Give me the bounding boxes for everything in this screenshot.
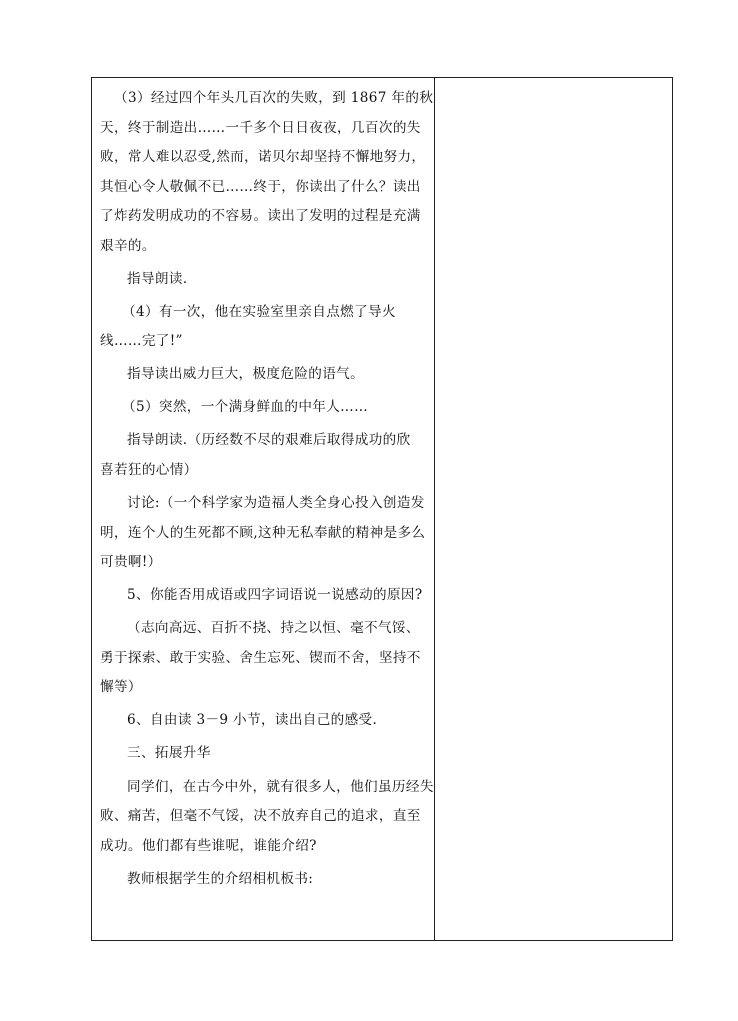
text-line: 指导朗读.（历经数不尽的艰难后取得成功的欣 bbox=[127, 432, 411, 449]
text-line: （5）突然，一个满身鲜血的中年人…… bbox=[122, 399, 369, 416]
text-line: 懈等） bbox=[100, 679, 142, 696]
text-line: （志向高远、百折不挠、持之以恒、毫不气馁、 bbox=[127, 620, 420, 637]
lesson-text-cell bbox=[100, 84, 434, 894]
text-line: （3）经过四个年头几百次的失败，到 1867 年的秋 bbox=[114, 90, 434, 106]
text-line: 5、你能否用成语或四字词语说一说感动的原因? bbox=[127, 587, 423, 604]
text-line: 了炸药发明成功的不容易。读出了发明的过程是充满 bbox=[100, 208, 421, 224]
text-line: 喜若狂的心情） bbox=[100, 461, 198, 478]
text-line: 教师根据学生的介绍相机板书: bbox=[127, 870, 314, 887]
table-column-divider bbox=[434, 77, 435, 941]
text-line: 天，终于制造出……一千多个日日夜夜，几百次的失 bbox=[100, 119, 421, 136]
text-line: 败，常人难以忍受,然而，诺贝尔却坚持不懈地努力， bbox=[100, 149, 426, 165]
text-line: 败、痛苦，但毫不气馁，决不放弃自己的追求，直至 bbox=[100, 808, 421, 825]
text-line: 指导朗读. bbox=[127, 270, 188, 287]
text-line: 指导读出威力巨大，极度危险的语气。 bbox=[127, 366, 365, 383]
text-line: 同学们，在古今中外，就有很多人，他们虽历经失 bbox=[127, 778, 434, 795]
text-line: 三、拓展升华 bbox=[127, 745, 211, 762]
text-line: 可贵啊!） bbox=[100, 554, 162, 571]
text-line: 线……完了!” bbox=[100, 333, 183, 350]
text-line: 成功。他们都有些谁呢，谁能介绍? bbox=[100, 837, 317, 854]
text-line: 讨论:（一个科学家为造福人类全身心投入创造发 bbox=[127, 495, 425, 512]
text-line: 6、自由读 3－9 小节，读出自己的感受. bbox=[127, 712, 378, 729]
text-line: 其恒心令人敬佩不已……终于，你读出了什么？读出 bbox=[100, 178, 421, 195]
text-line: 勇于探索、敢于实验、舍生忘死、锲而不舍，坚持不 bbox=[100, 649, 421, 666]
text-line: 明，连个人的生死都不顾,这种无私奉献的精神是多么 bbox=[100, 524, 426, 541]
text-line: （4）有一次，他在实验室里亲自点燃了导火 bbox=[122, 303, 396, 320]
text-line: 艰辛的。 bbox=[100, 237, 156, 254]
